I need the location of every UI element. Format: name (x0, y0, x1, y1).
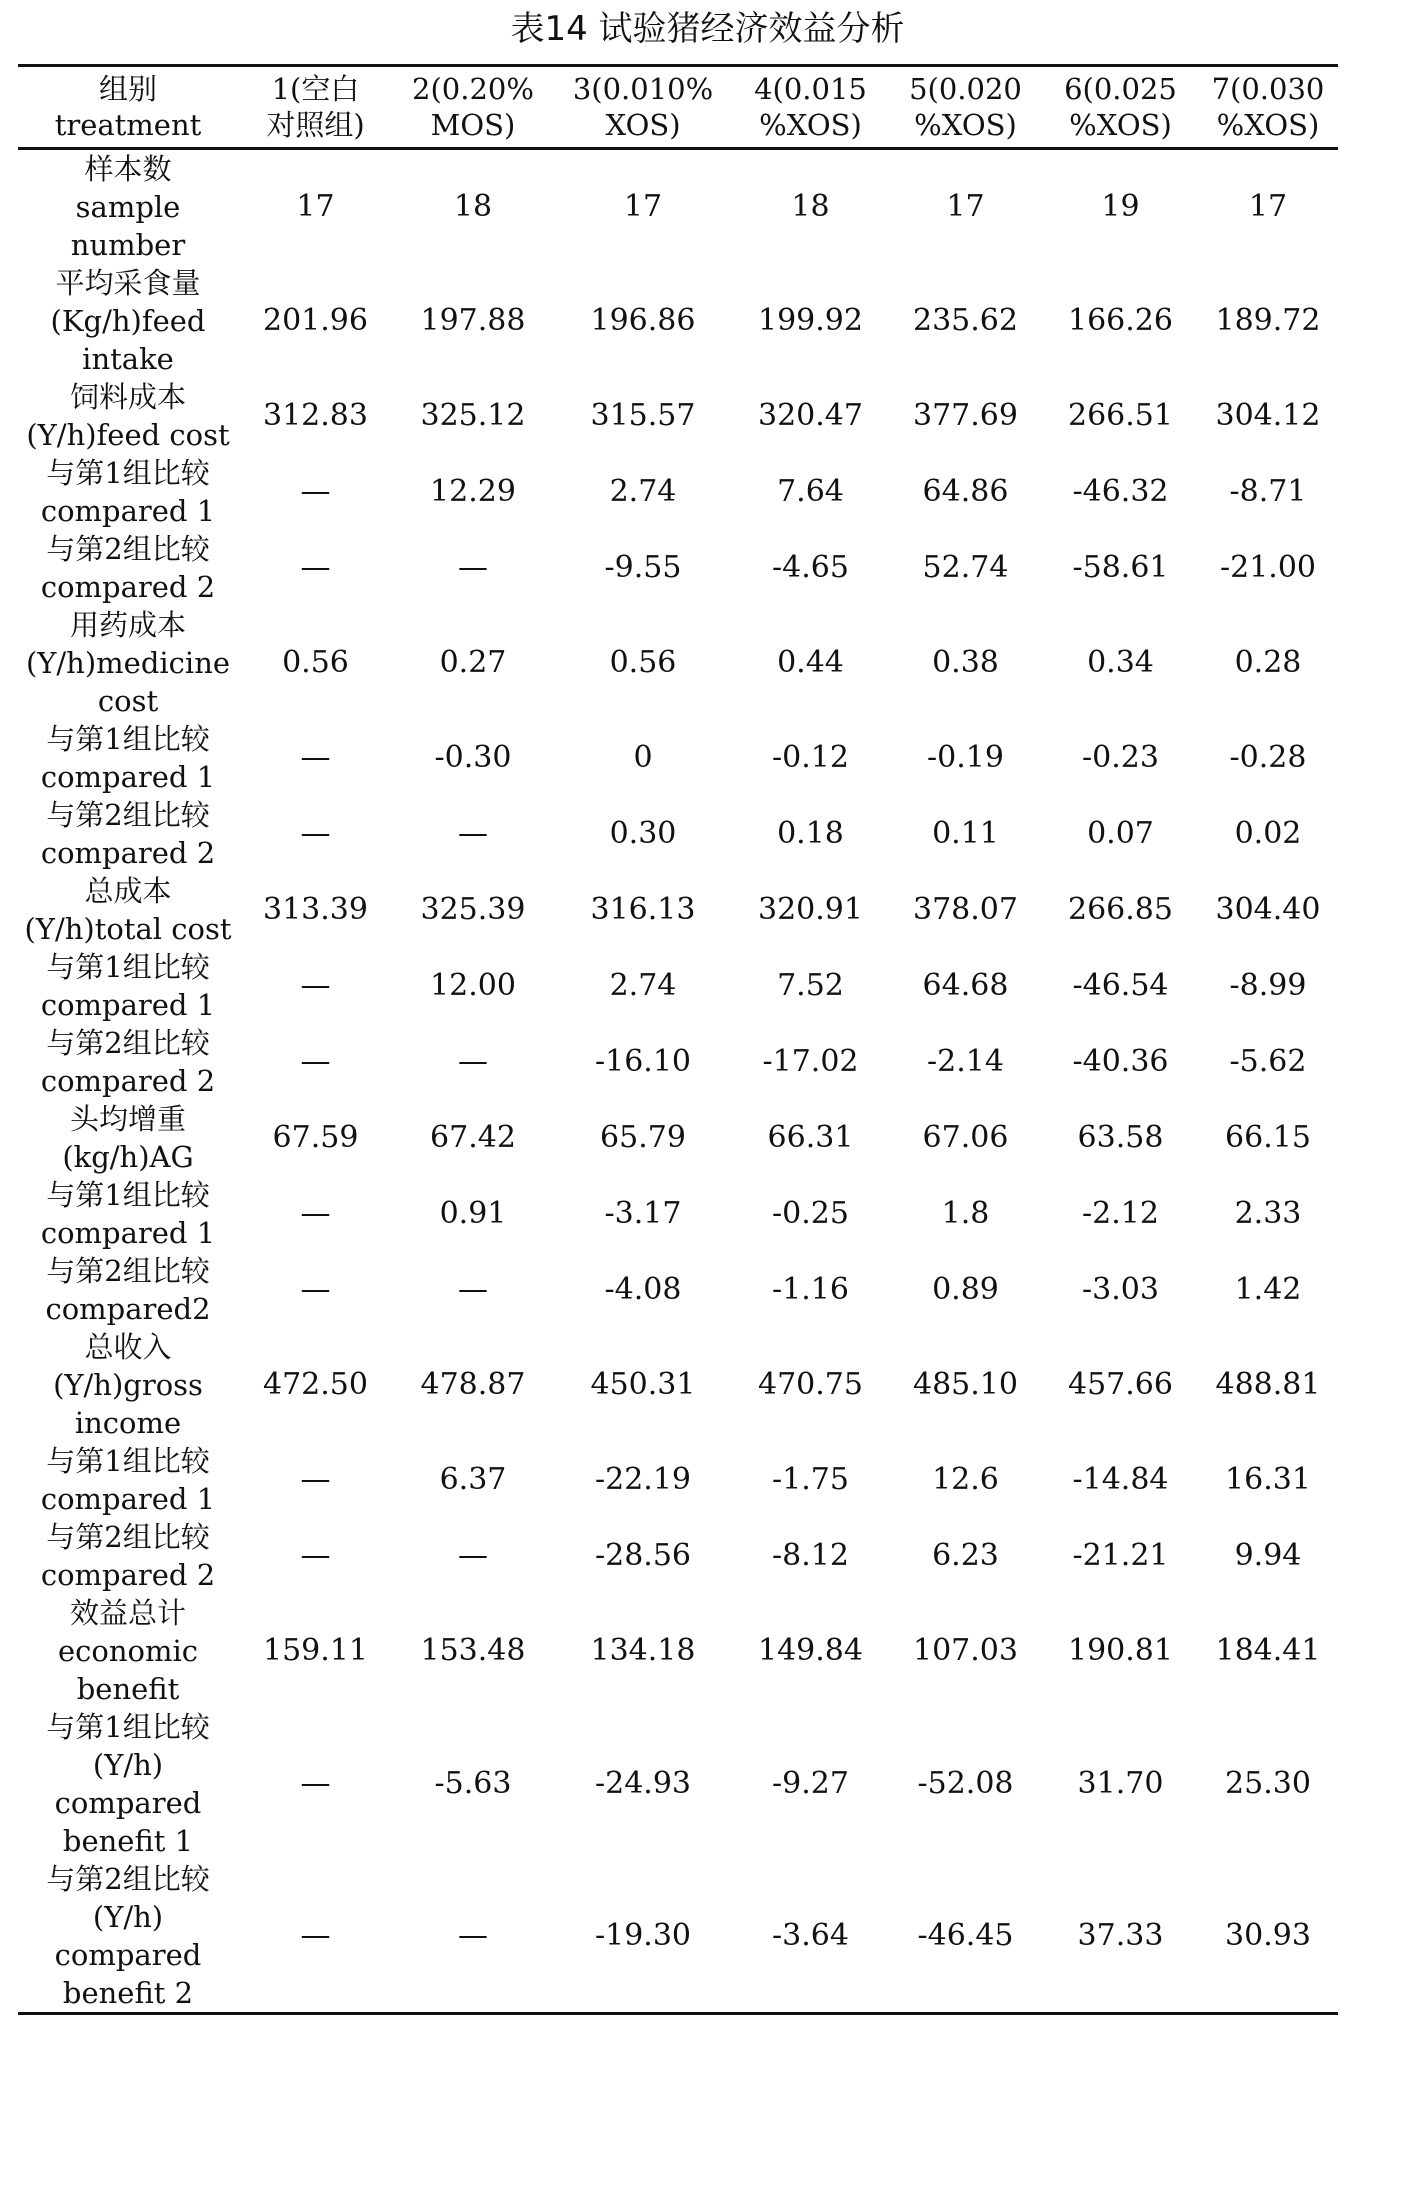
cell-group-6: -21.21 (1072, 1538, 1169, 1573)
table-row (18, 872, 1338, 948)
header-group-2: 2(0.20% MOS) (393, 67, 553, 149)
table-title: 表14 试验猪经济效益分析 (510, 9, 905, 49)
cell-group-4: 0.18 (777, 816, 844, 851)
cell-group-3: -16.10 (594, 1044, 692, 1079)
table-row (18, 1024, 1338, 1100)
cell-group-6: -46.54 (1072, 968, 1169, 1003)
cell-group-4: 149.84 (758, 1633, 863, 1668)
table-row (18, 378, 1338, 454)
cell-group-7: 0.28 (1234, 645, 1302, 680)
cell-group-6: 0.34 (1087, 645, 1154, 680)
cell-group-3: -24.93 (594, 1766, 692, 1801)
economic-benefit-table (18, 64, 1338, 2015)
cell-group-1: — (300, 1538, 331, 1573)
cell-group-7: 16.31 (1225, 1462, 1311, 1497)
cell-group-5: 377.69 (913, 398, 1018, 433)
cell-group-7: 25.30 (1225, 1766, 1311, 1801)
cell-group-6: -40.36 (1072, 1044, 1169, 1079)
cell-group-7: -8.71 (1229, 474, 1307, 509)
cell-group-5: 52.74 (922, 550, 1009, 585)
cell-group-3: 450.31 (590, 1367, 696, 1402)
cell-group-2: 67.42 (430, 1120, 516, 1155)
cell-group-1: — (300, 1766, 331, 1801)
cell-group-6: 37.33 (1043, 1860, 1198, 2014)
cell-group-1: 67.59 (272, 1120, 359, 1155)
cell-group-5: -2.14 (927, 1044, 1004, 1079)
cell-group-5: 64.86 (922, 474, 1009, 509)
table-body (18, 149, 1338, 2014)
cell-group-1: 0.56 (282, 645, 349, 680)
table-row (18, 796, 1338, 872)
cell-group-3: -19.30 (553, 1860, 733, 2014)
cell-group-7: 2.33 (1234, 1196, 1302, 1231)
cell-group-2: 478.87 (420, 1367, 526, 1402)
cell-group-2: 12.29 (430, 474, 516, 509)
cell-group-5: 1.8 (941, 1196, 990, 1231)
cell-group-4: 0.44 (777, 645, 844, 680)
cell-group-4: 7.52 (777, 968, 844, 1003)
cell-group-2: -5.63 (434, 1766, 512, 1801)
cell-group-5: -0.19 (927, 740, 1004, 775)
cell-group-4: -9.27 (772, 1766, 849, 1801)
cell-group-6: 31.70 (1077, 1766, 1164, 1801)
cell-group-1: — (300, 968, 331, 1003)
row-label: 与第2组比较 compared 2 (40, 798, 216, 870)
cell-group-4: 18 (791, 189, 830, 224)
cell-group-2: 6.37 (439, 1462, 507, 1497)
table-row (18, 1442, 1338, 1518)
cell-group-3: 0 (633, 740, 653, 775)
header-group-5: 5(0.020 %XOS) (888, 67, 1043, 149)
cell-group-2: 197.88 (420, 303, 526, 338)
cell-group-3: 65.79 (600, 1120, 686, 1155)
table-row (18, 720, 1338, 796)
cell-group-4: -3.64 (733, 1860, 888, 2014)
cell-group-2: 12.00 (430, 968, 516, 1003)
cell-group-3: -9.55 (604, 550, 682, 585)
cell-group-1: — (300, 740, 331, 775)
cell-group-3: -3.17 (604, 1196, 682, 1231)
row-label: 效益总计 economic benefit (57, 1596, 198, 1706)
cell-group-7: 17 (1248, 189, 1288, 224)
row-label: 与第2组比较 (Y/h) compared benefit 2 (18, 1860, 238, 2014)
cell-group-6: 190.81 (1068, 1633, 1173, 1668)
cell-group-1: 312.83 (263, 398, 368, 433)
row-label: 与第2组比较 compared 2 (40, 1520, 216, 1592)
cell-group-6: 266.85 (1068, 892, 1173, 927)
table-row (18, 1860, 1338, 2014)
cell-group-3: 315.57 (590, 398, 696, 433)
cell-group-4: -0.25 (772, 1196, 849, 1231)
row-label: 平均采食量 (Kg/h)feed intake (50, 266, 206, 376)
cell-group-2: — (458, 550, 488, 585)
cell-group-2: — (458, 1272, 488, 1307)
cell-group-6: 166.26 (1068, 303, 1173, 338)
header-group-3: 3(0.010% XOS) (553, 67, 733, 149)
row-label: 与第1组比较 compared 1 (40, 1178, 216, 1250)
row-label: 样本数 sample number (70, 152, 186, 262)
cell-group-6: 19 (1101, 189, 1140, 224)
row-label: 与第1组比较 (Y/h) compared benefit 1 (46, 1710, 210, 1858)
cell-group-3: 0.56 (609, 645, 677, 680)
cell-group-4: -1.16 (772, 1272, 849, 1307)
row-label: 总收入 (Y/h)gross income (53, 1330, 203, 1440)
cell-group-7: 488.81 (1215, 1367, 1321, 1402)
cell-group-5: 0.38 (932, 645, 999, 680)
cell-group-3: 2.74 (609, 474, 677, 509)
header-group-6: 6(0.025 %XOS) (1043, 67, 1198, 149)
row-label: 头均增重 (kg/h)AG (62, 1102, 194, 1174)
cell-group-6: 0.07 (1087, 816, 1154, 851)
cell-group-7: -5.62 (1229, 1044, 1307, 1079)
cell-group-1: — (300, 816, 331, 851)
cell-group-5: 485.10 (913, 1367, 1018, 1402)
table-row (18, 1708, 1338, 1860)
cell-group-7: 30.93 (1198, 1860, 1338, 2014)
cell-group-5: 64.68 (922, 968, 1009, 1003)
cell-group-3: 2.74 (609, 968, 677, 1003)
cell-group-1: 17 (296, 189, 335, 224)
cell-group-5: 0.89 (932, 1272, 999, 1307)
cell-group-7: 1.42 (1234, 1272, 1302, 1307)
cell-group-1: 159.11 (263, 1633, 368, 1668)
cell-group-3: 316.13 (590, 892, 696, 927)
cell-group-6: 63.58 (1077, 1120, 1164, 1155)
cell-group-3: -22.19 (594, 1462, 692, 1497)
table-header-row (18, 67, 1338, 149)
cell-group-6: -14.84 (1072, 1462, 1169, 1497)
cell-group-4: 320.47 (758, 398, 863, 433)
row-label: 与第2组比较 compared 2 (40, 532, 216, 604)
cell-group-5: 235.62 (913, 303, 1018, 338)
table-row (18, 1328, 1338, 1442)
cell-group-5: 12.6 (932, 1462, 999, 1497)
cell-group-4: -4.65 (772, 550, 849, 585)
table-row (18, 264, 1338, 378)
cell-group-1: — (300, 474, 331, 509)
cell-group-4: -8.12 (772, 1538, 849, 1573)
table-row (18, 149, 1338, 265)
header-group-7: 7(0.030 %XOS) (1198, 67, 1338, 149)
row-label: 饲料成本 (Y/h)feed cost (26, 380, 230, 452)
cell-group-7: 304.12 (1215, 398, 1321, 433)
cell-group-6: -3.03 (1082, 1272, 1159, 1307)
cell-group-4: 66.31 (767, 1120, 854, 1155)
table-row (18, 1594, 1338, 1708)
cell-group-4: -17.02 (762, 1044, 859, 1079)
header-group-4: 4(0.015 %XOS) (733, 67, 888, 149)
cell-group-7: 9.94 (1234, 1538, 1302, 1573)
cell-group-1: — (238, 1860, 393, 2014)
cell-group-5: 67.06 (922, 1120, 1009, 1155)
cell-group-2: 0.27 (439, 645, 507, 680)
cell-group-1: 313.39 (263, 892, 368, 927)
cell-group-7: -0.28 (1229, 740, 1307, 775)
cell-group-5: -52.08 (917, 1766, 1014, 1801)
cell-group-3: 0.30 (609, 816, 677, 851)
cell-group-2: 18 (453, 189, 493, 224)
cell-group-3: -4.08 (604, 1272, 682, 1307)
table-row (18, 1252, 1338, 1328)
cell-group-2: 153.48 (420, 1633, 526, 1668)
cell-group-3: 134.18 (590, 1633, 696, 1668)
cell-group-4: 470.75 (758, 1367, 863, 1402)
cell-group-7: 66.15 (1225, 1120, 1311, 1155)
table-row (18, 606, 1338, 720)
cell-group-1: 472.50 (263, 1367, 368, 1402)
row-label: 与第1组比较 compared 1 (40, 950, 216, 1022)
cell-group-1: — (300, 1044, 331, 1079)
cell-group-7: 0.02 (1234, 816, 1302, 851)
cell-group-7: -8.99 (1229, 968, 1307, 1003)
cell-group-4: 7.64 (777, 474, 844, 509)
cell-group-7: 189.72 (1215, 303, 1321, 338)
cell-group-2: 325.12 (420, 398, 526, 433)
table-row (18, 1518, 1338, 1594)
row-label: 与第1组比较 compared 1 (40, 456, 216, 528)
cell-group-2: — (458, 1538, 488, 1573)
table-row (18, 454, 1338, 530)
cell-group-4: -1.75 (772, 1462, 849, 1497)
cell-group-2: — (393, 1860, 553, 2014)
cell-group-5: 17 (946, 189, 985, 224)
cell-group-6: 457.66 (1068, 1367, 1173, 1402)
cell-group-3: 17 (623, 189, 663, 224)
table-row (18, 1100, 1338, 1176)
table-row (18, 948, 1338, 1024)
cell-group-3: 196.86 (590, 303, 696, 338)
header-treatment: 组别 treatment (18, 67, 238, 149)
cell-group-5: -46.45 (888, 1860, 1043, 2014)
table-row (18, 1176, 1338, 1252)
cell-group-3: -28.56 (594, 1538, 692, 1573)
cell-group-4: 320.91 (758, 892, 863, 927)
cell-group-6: 266.51 (1068, 398, 1173, 433)
cell-group-6: -46.32 (1072, 474, 1169, 509)
cell-group-5: 378.07 (913, 892, 1018, 927)
row-label: 与第1组比较 compared 1 (40, 1444, 216, 1516)
cell-group-2: — (458, 816, 488, 851)
cell-group-1: — (300, 550, 331, 585)
cell-group-2: 325.39 (420, 892, 526, 927)
row-label: 总成本 (Y/h)total cost (24, 874, 232, 946)
header-group-1: 1(空白 对照组) (238, 67, 393, 149)
cell-group-4: 199.92 (758, 303, 863, 338)
cell-group-6: -0.23 (1082, 740, 1159, 775)
cell-group-1: — (300, 1462, 331, 1497)
cell-group-2: — (458, 1044, 488, 1079)
row-label: 用药成本 (Y/h)medicine cost (25, 608, 231, 718)
cell-group-5: 6.23 (932, 1538, 999, 1573)
row-label: 与第1组比较 compared 1 (40, 722, 216, 794)
cell-group-7: -21.00 (1219, 550, 1317, 585)
cell-group-2: 0.91 (439, 1196, 507, 1231)
row-label: 与第2组比较 compared2 (45, 1254, 211, 1326)
cell-group-5: 107.03 (913, 1633, 1018, 1668)
cell-group-1: — (300, 1272, 331, 1307)
cell-group-2: -0.30 (434, 740, 512, 775)
row-label: 与第2组比较 compared 2 (40, 1026, 216, 1098)
cell-group-7: 304.40 (1215, 892, 1321, 927)
cell-group-6: -2.12 (1082, 1196, 1159, 1231)
cell-group-1: 201.96 (263, 303, 368, 338)
cell-group-6: -58.61 (1072, 550, 1169, 585)
cell-group-4: -0.12 (772, 740, 849, 775)
table-row (18, 530, 1338, 606)
cell-group-7: 184.41 (1215, 1633, 1321, 1668)
cell-group-1: — (300, 1196, 331, 1231)
cell-group-5: 0.11 (932, 816, 999, 851)
